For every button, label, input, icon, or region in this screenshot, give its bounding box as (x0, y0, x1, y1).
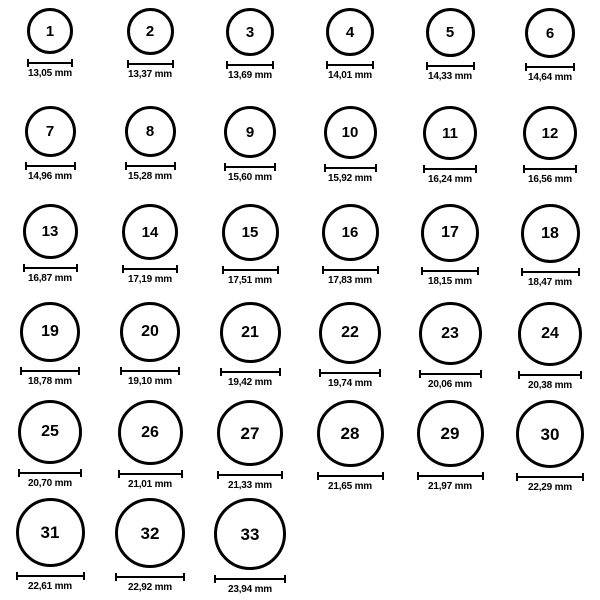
ring-size-number: 2 (145, 23, 155, 40)
caliper-icon (317, 472, 384, 479)
ring-measurement (319, 369, 381, 389)
ring-diameter-label: 21,33 mm (228, 480, 272, 491)
caliper-icon (322, 266, 379, 273)
ring-measurement (20, 367, 80, 387)
ring-measurement (226, 61, 274, 81)
ring-circle (127, 8, 174, 55)
caliper-icon (222, 266, 279, 273)
ring-diameter-label: 15,28 mm (128, 171, 172, 182)
ring-diameter-label: 19,10 mm (128, 376, 172, 387)
ring-diameter-label: 16,87 mm (28, 273, 72, 284)
ring-diameter-label: 14,01 mm (328, 70, 372, 81)
ring-size-number: 1 (45, 22, 55, 40)
ring-size-cell (500, 204, 600, 302)
caliper-icon (226, 61, 274, 68)
ring-size-number: 7 (45, 123, 55, 140)
ring-circle (220, 302, 281, 363)
ring-diameter-label: 22,92 mm (128, 582, 172, 593)
ring-size-number: 4 (345, 23, 355, 41)
caliper-icon (220, 368, 281, 375)
caliper-icon (125, 162, 176, 169)
ring-measurement (217, 471, 283, 491)
ring-size-cell (200, 204, 300, 302)
ring-diameter-label: 17,51 mm (228, 275, 272, 286)
ring-size-number: 18 (541, 224, 559, 242)
caliper-icon (518, 371, 582, 378)
caliper-icon (120, 367, 180, 374)
ring-circle (322, 204, 379, 261)
ring-circle (214, 498, 286, 570)
ring-size-number: 14 (141, 223, 159, 241)
ring-circle (523, 106, 577, 160)
ring-size-cell (300, 8, 400, 106)
ring-size-cell (400, 400, 500, 498)
ring-measurement (120, 367, 180, 387)
ring-size-cell (400, 204, 500, 302)
ring-diameter-label: 14,64 mm (528, 72, 572, 83)
ring-measurement (426, 62, 475, 82)
ring-circle (222, 204, 279, 261)
ring-circle (525, 8, 575, 58)
ring-size-number: 21 (241, 323, 259, 341)
caliper-icon (18, 469, 82, 476)
ring-circle (417, 400, 484, 467)
ring-size-cell (400, 302, 500, 400)
ring-measurement (220, 368, 281, 388)
ring-circle (324, 106, 377, 159)
ring-measurement (18, 469, 82, 489)
ring-circle (18, 400, 82, 464)
ring-size-number: 19 (41, 323, 59, 340)
ring-diameter-label: 18,47 mm (528, 277, 572, 288)
ring-size-cell (100, 400, 200, 498)
ring-diameter-label: 22,61 mm (28, 581, 72, 592)
ring-size-number: 9 (245, 123, 255, 141)
caliper-icon (118, 470, 183, 477)
ring-size-number: 22 (341, 324, 359, 341)
ring-diameter-label: 18,78 mm (28, 376, 72, 387)
ring-measurement (16, 572, 85, 592)
ring-size-cell (100, 302, 200, 400)
caliper-icon (324, 164, 377, 171)
ring-diameter-label: 15,92 mm (328, 173, 372, 184)
ring-size-cell (200, 302, 300, 400)
ring-measurement (523, 165, 577, 185)
ring-measurement (419, 370, 482, 390)
ring-measurement (214, 575, 286, 595)
ring-measurement (324, 164, 377, 184)
ring-diameter-label: 17,83 mm (328, 275, 372, 286)
ring-size-number: 30 (540, 424, 560, 444)
ring-diameter-label: 16,56 mm (528, 174, 572, 185)
caliper-icon (122, 265, 178, 272)
ring-circle (27, 8, 73, 54)
ring-size-cell (100, 8, 200, 106)
ring-diameter-label: 23,94 mm (228, 584, 272, 595)
caliper-icon (516, 473, 584, 480)
caliper-icon (521, 268, 580, 275)
ring-size-number: 12 (541, 124, 559, 142)
ring-diameter-label: 20,06 mm (428, 379, 472, 390)
ring-size-cell (400, 8, 500, 106)
ring-measurement (417, 472, 484, 492)
ring-size-number: 8 (145, 123, 155, 140)
ring-size-number: 32 (140, 523, 160, 543)
ring-circle (125, 106, 176, 157)
ring-circle (115, 498, 185, 568)
ring-circle (319, 302, 381, 364)
ring-diameter-label: 14,33 mm (428, 71, 472, 82)
ring-diameter-label: 19,74 mm (328, 378, 372, 389)
ring-size-number: 6 (545, 24, 555, 42)
ring-circle (326, 8, 374, 56)
ring-circle (122, 204, 178, 260)
ring-size-cell (200, 8, 300, 106)
caliper-icon (16, 572, 85, 579)
ring-diameter-label: 19,42 mm (228, 377, 272, 388)
caliper-icon (27, 59, 73, 66)
ring-circle (421, 204, 479, 262)
ring-size-number: 10 (341, 124, 359, 141)
caliper-icon (423, 165, 477, 172)
caliper-icon (523, 165, 577, 172)
ring-diameter-label: 15,60 mm (228, 172, 272, 183)
ring-measurement (115, 573, 185, 593)
ring-measurement (122, 265, 178, 285)
caliper-icon (417, 472, 484, 479)
ring-diameter-label: 17,19 mm (128, 274, 172, 285)
ring-diameter-label: 13,05 mm (28, 68, 72, 79)
ring-size-cell (200, 400, 300, 498)
ring-circle (226, 8, 274, 56)
ring-measurement (222, 266, 279, 286)
ring-size-cell (0, 106, 100, 204)
caliper-icon (326, 61, 374, 68)
ring-measurement (127, 60, 174, 80)
ring-measurement (326, 61, 374, 81)
ring-size-number: 15 (241, 224, 259, 241)
ring-size-number: 13 (41, 223, 59, 240)
ring-size-number: 28 (340, 424, 360, 443)
ring-circle (419, 302, 482, 365)
ring-diameter-label: 13,37 mm (128, 69, 172, 80)
ring-size-number: 5 (445, 24, 455, 41)
ring-circle (23, 204, 78, 259)
ring-diameter-label: 22,29 mm (528, 482, 572, 493)
ring-measurement (423, 165, 477, 185)
caliper-icon (127, 60, 174, 67)
ring-size-number: 17 (441, 224, 459, 241)
ring-size-cell (300, 204, 400, 302)
caliper-icon (426, 62, 475, 69)
ring-diameter-label: 18,15 mm (428, 276, 472, 287)
ring-size-number: 26 (141, 423, 159, 441)
ring-size-cell (100, 204, 200, 302)
ring-size-cell (500, 8, 600, 106)
ring-diameter-label: 21,01 mm (128, 479, 172, 490)
ring-circle (521, 204, 580, 263)
ring-diameter-label: 20,70 mm (28, 478, 72, 489)
caliper-icon (115, 573, 185, 580)
caliper-icon (525, 63, 575, 70)
ring-diameter-label: 21,97 mm (428, 481, 472, 492)
ring-size-cell (300, 400, 400, 498)
ring-size-number: 11 (442, 124, 458, 142)
ring-size-cell (300, 302, 400, 400)
ring-circle (217, 400, 283, 466)
ring-size-number: 31 (40, 523, 60, 542)
ring-measurement (23, 264, 78, 284)
ring-circle (120, 302, 180, 362)
ring-size-number: 27 (240, 423, 260, 443)
ring-size-cell (200, 106, 300, 204)
ring-size-cell (0, 498, 100, 596)
ring-size-number: 3 (245, 23, 255, 41)
ring-circle (317, 400, 384, 467)
ring-measurement (322, 266, 379, 286)
ring-measurement (525, 63, 575, 83)
ring-circle (25, 106, 76, 157)
ring-measurement (317, 472, 384, 492)
ring-measurement (521, 268, 580, 288)
caliper-icon (217, 471, 283, 478)
ring-size-number: 29 (440, 424, 460, 443)
ring-size-cell (400, 106, 500, 204)
ring-size-cell (0, 400, 100, 498)
ring-measurement (421, 267, 479, 287)
ring-measurement (118, 470, 183, 490)
caliper-icon (224, 163, 276, 170)
ring-size-number: 33 (240, 524, 260, 544)
ring-size-cell (300, 106, 400, 204)
ring-diameter-label: 13,69 mm (228, 70, 272, 81)
ring-size-cell (200, 498, 300, 596)
ring-circle (20, 302, 80, 362)
ring-circle (426, 8, 475, 57)
ring-diameter-label: 21,65 mm (328, 481, 372, 492)
ring-size-number: 24 (541, 325, 559, 342)
ring-measurement (516, 473, 584, 493)
ring-size-cell (0, 302, 100, 400)
ring-measurement (224, 163, 276, 183)
caliper-icon (419, 370, 482, 377)
ring-size-number: 16 (341, 224, 359, 241)
ring-size-number: 20 (141, 323, 159, 340)
ring-circle (518, 302, 582, 366)
ring-diameter-label: 14,96 mm (28, 171, 72, 182)
ring-size-number: 25 (41, 423, 59, 440)
ring-circle (516, 400, 584, 468)
caliper-icon (23, 264, 78, 271)
caliper-icon (25, 162, 76, 169)
ring-measurement (125, 162, 176, 182)
ring-size-cell (500, 302, 600, 400)
ring-circle (16, 498, 85, 567)
caliper-icon (421, 267, 479, 274)
ring-measurement (518, 371, 582, 391)
ring-size-number: 23 (441, 324, 459, 342)
ring-diameter-label: 20,38 mm (528, 380, 572, 391)
ring-size-cell (0, 8, 100, 106)
ring-size-cell (100, 106, 200, 204)
ring-circle (118, 400, 183, 465)
ring-circle (423, 106, 477, 160)
caliper-icon (20, 367, 80, 374)
ring-size-cell (500, 400, 600, 498)
ring-size-cell (500, 106, 600, 204)
ring-diameter-label: 16,24 mm (428, 174, 472, 185)
ring-size-cell (100, 498, 200, 596)
ring-measurement (27, 59, 73, 79)
caliper-icon (319, 369, 381, 376)
ring-size-cell (0, 204, 100, 302)
caliper-icon (214, 575, 286, 582)
ring-circle (224, 106, 276, 158)
ring-measurement (25, 162, 76, 182)
